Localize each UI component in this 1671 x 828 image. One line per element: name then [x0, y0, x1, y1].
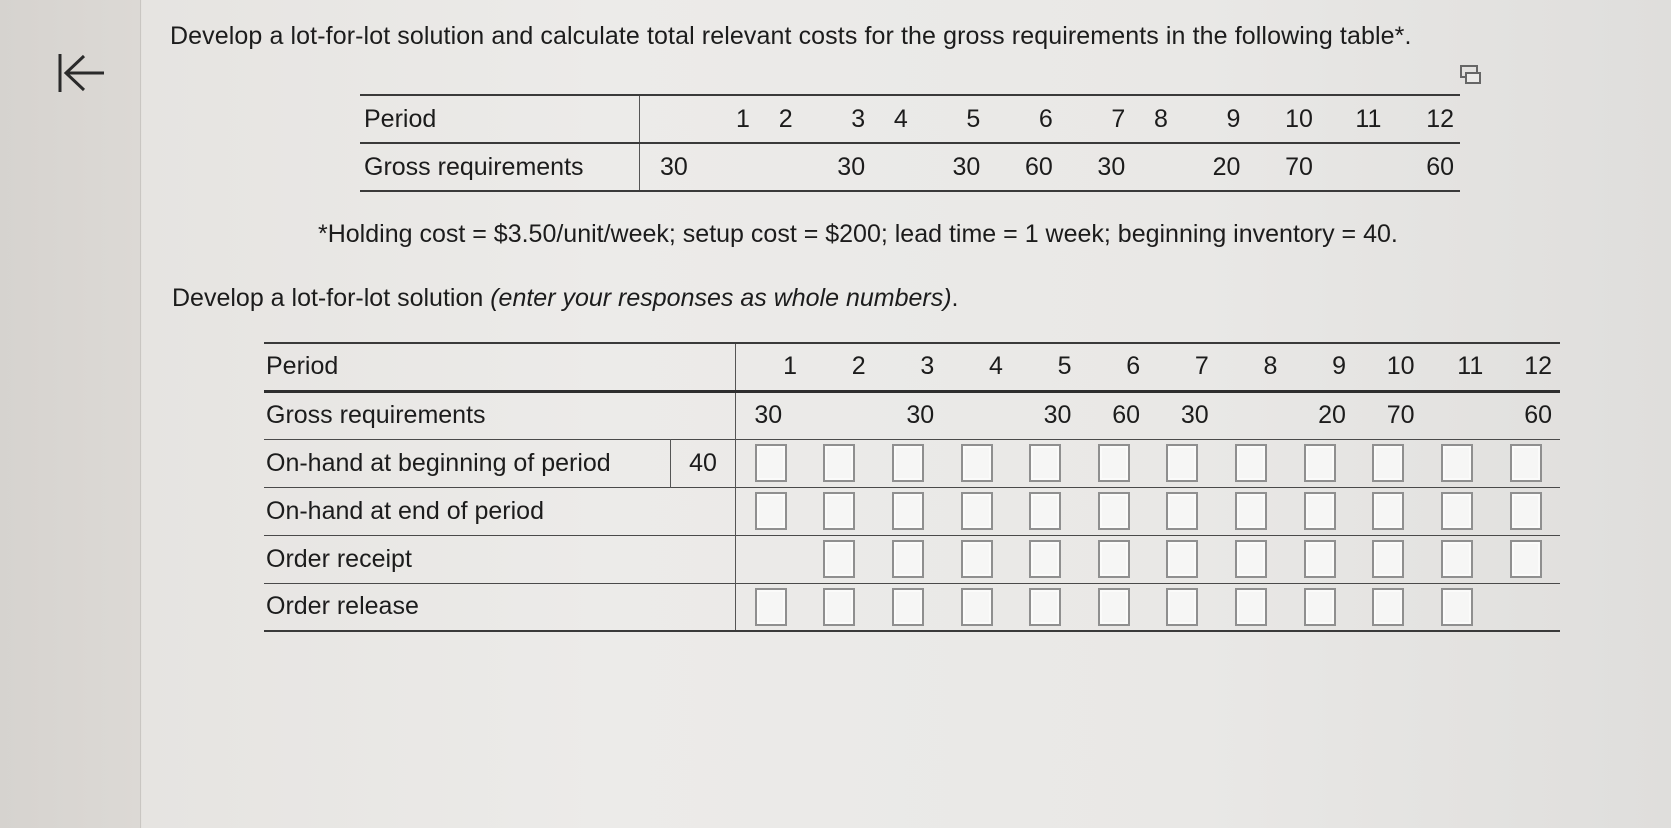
onhand-beginning-input[interactable] — [1423, 439, 1492, 487]
input-box[interactable] — [961, 444, 993, 482]
order-receipt-input[interactable] — [805, 535, 874, 583]
gross-value — [942, 391, 1011, 439]
input-box[interactable] — [1166, 588, 1198, 626]
table-row — [360, 143, 1460, 191]
input-box[interactable] — [1166, 444, 1198, 482]
input-box[interactable] — [1235, 540, 1267, 578]
period-number: 5 — [966, 104, 981, 133]
table-row — [264, 535, 1560, 583]
table-row — [264, 343, 1560, 391]
period-number: 4 — [893, 104, 908, 133]
order-receipt-input[interactable] — [1217, 535, 1286, 583]
cost-footnote: *Holding cost = $3.50/unit/week; setup cost = $200; lead time = 1 week; beginning inventory = 40. — [318, 220, 1398, 248]
input-box[interactable] — [1166, 540, 1198, 578]
input-box[interactable] — [1029, 540, 1061, 578]
onhand-end-input[interactable] — [1423, 487, 1492, 535]
order-receipt-label: Order receipt — [266, 544, 412, 573]
input-box[interactable] — [1304, 588, 1336, 626]
gross-value: 30 — [736, 391, 805, 439]
order-receipt-input[interactable] — [1079, 535, 1148, 583]
input-box[interactable] — [1098, 492, 1130, 530]
input-box[interactable] — [1098, 444, 1130, 482]
gross-value: 30 — [660, 152, 688, 181]
back-to-start-icon[interactable] — [52, 48, 112, 98]
gross-value: 30 — [1043, 401, 1072, 429]
lot-for-lot-answer-table — [264, 342, 1560, 632]
input-box[interactable] — [755, 588, 787, 626]
period-number: 12 — [1524, 352, 1552, 381]
input-box[interactable] — [892, 540, 924, 578]
input-box[interactable] — [823, 588, 855, 626]
onhand-beginning-input[interactable] — [805, 439, 874, 487]
order-receipt-input[interactable] — [942, 535, 1011, 583]
period-number: 3 — [851, 104, 866, 133]
instruction-main: Develop a lot-for-lot solution — [172, 284, 491, 312]
order-release-input[interactable] — [805, 583, 874, 631]
gross-value: 70 — [1285, 152, 1313, 181]
given-requirements-table — [360, 94, 1460, 192]
input-box[interactable] — [1441, 492, 1473, 530]
input-box[interactable] — [1372, 540, 1404, 578]
order-receipt-empty — [736, 535, 805, 583]
input-box[interactable] — [1029, 492, 1061, 530]
sidebar-divider — [140, 0, 141, 828]
order-release-input[interactable] — [942, 583, 1011, 631]
period-number: 1 — [736, 104, 750, 133]
order-release-input[interactable] — [1285, 583, 1354, 631]
onhand-end-input[interactable] — [1079, 487, 1148, 535]
gross-value: 20 — [1212, 152, 1241, 181]
gross-value — [1319, 143, 1388, 191]
period-label: Period — [266, 352, 339, 381]
expand-window-icon[interactable] — [1458, 62, 1484, 88]
period-number: 4 — [988, 352, 1003, 381]
period-number: 11 — [1457, 352, 1484, 381]
onhand-end-input[interactable] — [1354, 487, 1423, 535]
instruction-italic: (enter your responses as whole numbers) — [490, 284, 952, 312]
gross-requirements-label: Gross requirements — [266, 401, 486, 429]
onhand-beginning-input[interactable] — [1491, 439, 1560, 487]
input-box[interactable] — [892, 444, 924, 482]
onhand-beginning-input[interactable] — [1354, 439, 1423, 487]
input-box[interactable] — [961, 588, 993, 626]
gross-value: 30 — [837, 152, 866, 181]
gross-value: 60 — [1524, 401, 1552, 429]
order-release-input[interactable] — [736, 583, 805, 631]
table-row — [264, 487, 1560, 535]
gross-value: 60 — [1024, 152, 1053, 181]
input-box[interactable] — [755, 444, 787, 482]
gross-value: 20 — [1318, 401, 1346, 429]
gross-value: 60 — [1112, 401, 1141, 429]
order-release-empty — [1491, 583, 1560, 631]
order-receipt-input[interactable] — [1423, 535, 1492, 583]
gross-requirements-label: Gross requirements — [360, 143, 640, 191]
input-box[interactable] — [1510, 540, 1542, 578]
onhand-end-input[interactable] — [1217, 487, 1286, 535]
order-receipt-input[interactable] — [1011, 535, 1080, 583]
gross-value: 30 — [1180, 401, 1209, 429]
input-box[interactable] — [755, 492, 787, 530]
input-box[interactable] — [1235, 588, 1267, 626]
input-box[interactable] — [1372, 444, 1404, 482]
input-box[interactable] — [1029, 444, 1061, 482]
onhand-beginning-input[interactable] — [1148, 439, 1217, 487]
period-number: 1 — [736, 343, 805, 391]
onhand-end-label: On-hand at end of period — [266, 496, 544, 525]
instruction-end: . — [951, 284, 959, 312]
period-number: 8 — [1154, 104, 1168, 133]
input-box[interactable] — [1304, 540, 1336, 578]
order-release-label: Order release — [266, 592, 419, 621]
onhand-end-input[interactable] — [1148, 487, 1217, 535]
input-box[interactable] — [1372, 588, 1404, 626]
gross-value — [805, 391, 874, 439]
input-box[interactable] — [1235, 492, 1267, 530]
onhand-beginning-input[interactable] — [1011, 439, 1080, 487]
order-release-input[interactable] — [1079, 583, 1148, 631]
period-number: 7 — [1194, 352, 1209, 381]
input-box[interactable] — [1098, 588, 1130, 626]
period-number: 8 — [1263, 352, 1278, 381]
period-number: 6 — [1126, 352, 1141, 381]
input-box[interactable] — [1304, 492, 1336, 530]
order-receipt-input[interactable] — [1148, 535, 1217, 583]
order-release-input[interactable] — [1011, 583, 1080, 631]
input-box[interactable] — [961, 492, 993, 530]
table-row — [264, 583, 1560, 631]
order-release-input[interactable] — [874, 583, 943, 631]
input-box[interactable] — [1510, 444, 1542, 482]
order-receipt-input[interactable] — [874, 535, 943, 583]
period-number: 6 — [1038, 104, 1053, 133]
input-box[interactable] — [823, 444, 855, 482]
period-number: 3 — [920, 352, 935, 381]
order-release-input[interactable] — [1217, 583, 1286, 631]
period-number: 11 — [1355, 104, 1382, 133]
period-number: 2 — [778, 104, 793, 133]
order-release-input[interactable] — [1148, 583, 1217, 631]
onhand-beginning-input[interactable] — [942, 439, 1011, 487]
table-row — [360, 95, 1460, 143]
instruction-text — [172, 284, 959, 313]
input-box[interactable] — [1029, 588, 1061, 626]
gross-value — [1131, 143, 1174, 191]
order-receipt-input[interactable] — [1354, 535, 1423, 583]
period-number: 5 — [1057, 352, 1072, 381]
input-box[interactable] — [1166, 492, 1198, 530]
beginning-inventory-value: 40 — [670, 439, 736, 487]
onhand-end-input[interactable] — [805, 487, 874, 535]
table-row — [264, 391, 1560, 439]
input-box[interactable] — [892, 588, 924, 626]
order-release-input[interactable] — [1354, 583, 1423, 631]
onhand-beginning-label: On-hand at beginning of period — [266, 448, 611, 477]
input-box[interactable] — [1441, 444, 1473, 482]
input-box[interactable] — [1098, 540, 1130, 578]
period-number: 12 — [1426, 104, 1454, 133]
gross-value: 30 — [1097, 152, 1126, 181]
period-number: 9 — [1332, 352, 1346, 381]
input-box[interactable] — [1304, 444, 1336, 482]
onhand-end-input[interactable] — [942, 487, 1011, 535]
onhand-beginning-input[interactable] — [736, 439, 805, 487]
input-box[interactable] — [1441, 540, 1473, 578]
gross-value — [1217, 391, 1286, 439]
period-label: Period — [360, 95, 640, 143]
question-heading: Develop a lot-for-lot solution and calculate total relevant costs for the gross requirements in the following table*. — [170, 22, 1412, 50]
gross-value — [871, 143, 914, 191]
onhand-end-input[interactable] — [874, 487, 943, 535]
gross-value — [756, 143, 799, 191]
onhand-beginning-input[interactable] — [874, 439, 943, 487]
period-number: 2 — [851, 352, 866, 381]
onhand-beginning-input[interactable] — [1285, 439, 1354, 487]
gross-value: 70 — [1386, 401, 1415, 429]
input-box[interactable] — [1372, 492, 1404, 530]
input-box[interactable] — [1441, 588, 1473, 626]
input-box[interactable] — [1235, 444, 1267, 482]
input-box[interactable] — [961, 540, 993, 578]
gross-value: 30 — [952, 152, 981, 181]
order-release-input[interactable] — [1423, 583, 1492, 631]
period-number: 10 — [1386, 352, 1415, 381]
gross-value: 60 — [1426, 152, 1454, 181]
onhand-end-input[interactable] — [736, 487, 805, 535]
input-box[interactable] — [823, 492, 855, 530]
input-box[interactable] — [892, 492, 924, 530]
onhand-end-input[interactable] — [1491, 487, 1560, 535]
order-receipt-input[interactable] — [1491, 535, 1560, 583]
period-number: 9 — [1226, 104, 1241, 133]
input-box[interactable] — [1510, 492, 1542, 530]
period-number: 10 — [1285, 104, 1313, 133]
gross-value: 30 — [906, 401, 935, 429]
gross-value — [1423, 391, 1492, 439]
order-receipt-input[interactable] — [1285, 535, 1354, 583]
onhand-end-input[interactable] — [1285, 487, 1354, 535]
onhand-beginning-input[interactable] — [1217, 439, 1286, 487]
onhand-beginning-input[interactable] — [1079, 439, 1148, 487]
table-row — [264, 439, 1560, 487]
onhand-end-input[interactable] — [1011, 487, 1080, 535]
period-number: 7 — [1111, 104, 1126, 133]
input-box[interactable] — [823, 540, 855, 578]
